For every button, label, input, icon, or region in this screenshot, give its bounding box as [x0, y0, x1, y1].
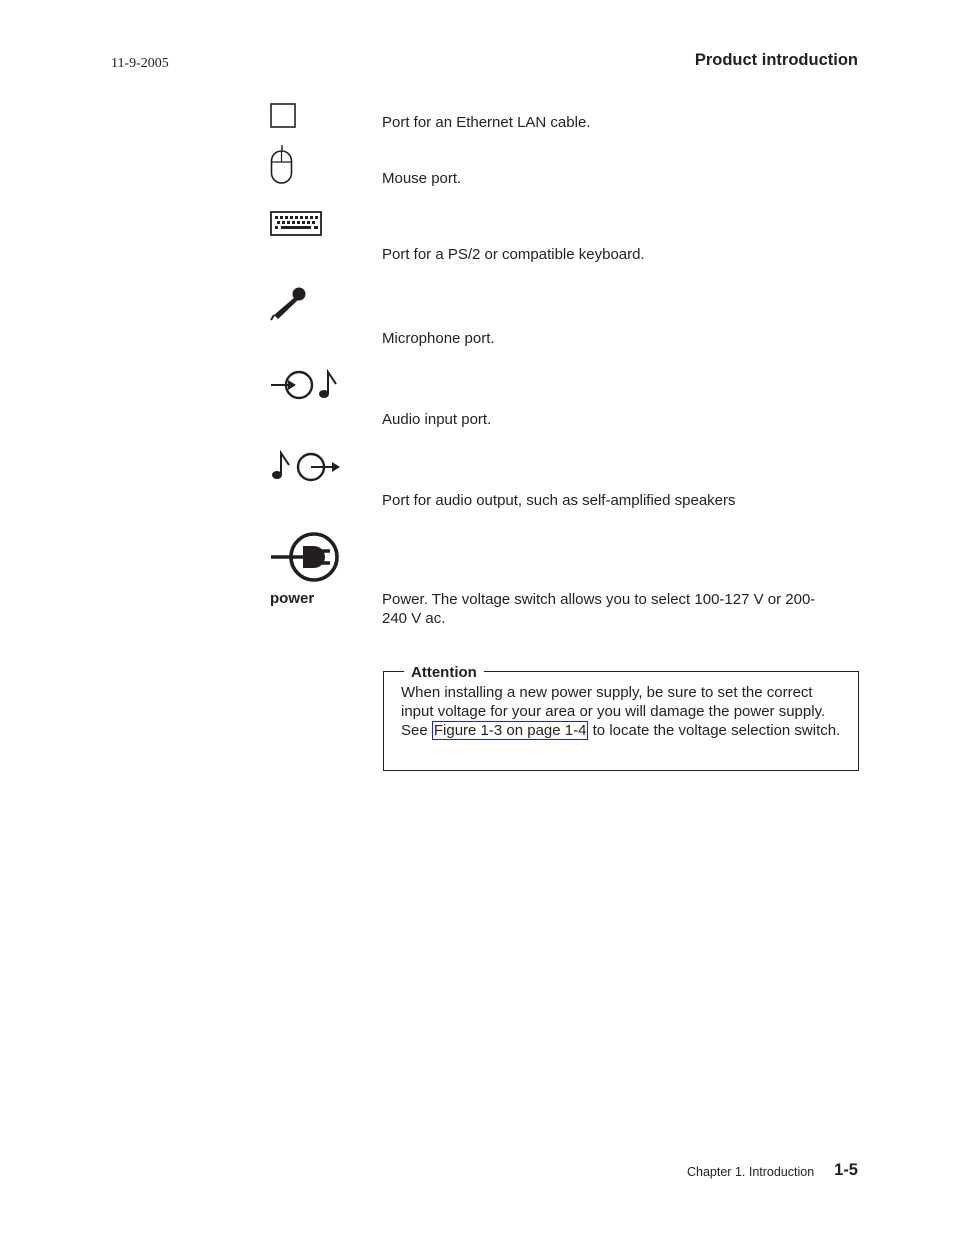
attention-title: Attention [404, 664, 484, 681]
microphone-port-description: Microphone port. [382, 330, 495, 347]
microphone-port-icon [270, 285, 310, 325]
attention-text [401, 683, 846, 740]
audio-output-description: Port for audio output, such as self-amplified speakers [382, 492, 736, 509]
keyboard-port-description: Port for a PS/2 or compatible keyboard. [382, 246, 645, 263]
mouse-port-icon [270, 144, 296, 186]
audio-output-icon [270, 450, 342, 484]
power-label: power [270, 590, 315, 607]
ethernet-port-description: Port for an Ethernet LAN cable. [382, 114, 591, 131]
page-number: 1-5 [834, 1161, 858, 1179]
document-date: 11-9-2005 [111, 56, 169, 71]
power-icon [270, 530, 342, 584]
audio-input-icon [270, 368, 342, 404]
footer-chapter: Chapter 1. Introduction [687, 1165, 815, 1179]
figure-reference-link[interactable]: Figure 1-3 on page 1-4 [433, 722, 587, 739]
attention-text-before: When installing a new power supply, be sure to set the correct input voltage for your area or you will damage the power supply. See [401, 684, 826, 739]
audio-input-description: Audio input port. [382, 411, 492, 428]
keyboard-port-icon [270, 210, 324, 238]
power-description: Power. The voltage switch allows you to select 100-127 V or 200-240 V ac. [382, 591, 816, 627]
section-title: Product introduction [694, 51, 858, 69]
attention-text-after: to locate the voltage selection switch. [588, 722, 841, 739]
attention-box [383, 664, 859, 771]
mouse-port-description: Mouse port. [382, 170, 462, 187]
ethernet-port-icon [270, 103, 298, 129]
